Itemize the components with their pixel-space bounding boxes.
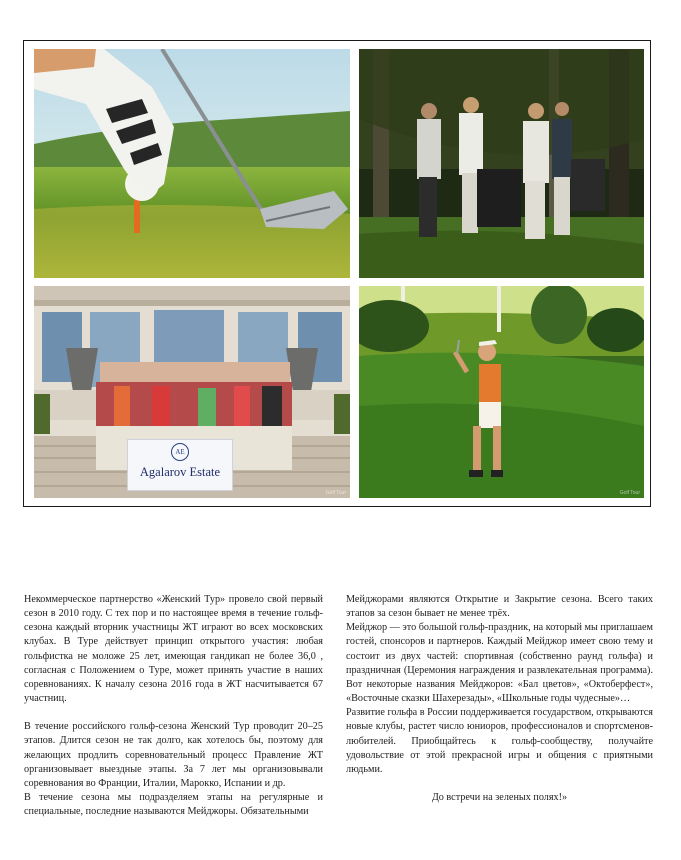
article-paragraph: В течение сезона мы подразделяем этапы на регулярные и специальные, последние называются Мейджоры. Обязательными <box>24 792 323 818</box>
photo-golfers-forest <box>359 49 644 278</box>
agalarov-estate-emblem: AE <box>171 443 189 461</box>
photo-golf-glove-tee <box>34 49 350 278</box>
article-paragraph: Мейджор — это большой гольф-праздник, на который мы приглашаем гостей, спонсоров и партнеров. Каждый Мейджор имеет свою тему и состоит из двух частей: спортивная (собственно раунд гольфа) и праздничная (Церемония награждения и развлекательная программа). Вот некоторые названия Мейджоров: «Бал цветов», «Октоберфест», «Восточные сказки Шахерезады», «Школьные годы чудесные»… <box>346 622 653 705</box>
agalarov-estate-name: Agalarov Estate <box>139 465 221 479</box>
photo-golfer-swing <box>359 286 644 498</box>
article-paragraph: Мейджорами являются Открытие и Закрытие сезона. Всего таких этапов за сезон бывает не менее трёх. <box>346 594 653 620</box>
photo-credit: Golf Tour <box>325 490 346 496</box>
article-signoff: До встречи на зеленых полях!» <box>431 792 568 804</box>
agalarov-estate-sign <box>127 439 233 491</box>
photo-group-agalarov-estate <box>34 286 350 498</box>
article-paragraph: Развитие гольфа в России поддерживается государством, открываются новые клубы, растет число юниоров, профессионалов и спортсменов-любителей. Приобщайтесь к гольф-сообществу, получайте удовольствие от этой прекрасной игры и общения с приятными людьми. <box>346 707 653 775</box>
article-column-left <box>24 593 323 819</box>
article-column-right <box>346 593 653 805</box>
article-paragraph: Некоммерческое партнерство «Женский Тур» провело свой первый сезон в 2010 году. С тех пор и по настоящее время в течение гольф-сезона каждый вторник участницы ЖТ играют во всех московских клубах. В Туре действует принцип открытого участия: любая гольфистка не моложе 25 лет, имеющая гандикап не более 36,0 , согласная с Положением о Туре, может принять участие в наших соревнованиях. К началу сезона 2016 года в ЖТ насчитывается 67 участниц. <box>24 594 323 705</box>
photo-credit-2: Golf Tour <box>619 490 640 496</box>
article-paragraph: В течение российского гольф-сезона Женский Тур проводит 20–25 этапов. Длится сезон не так долго, как хотелось бы, поэтому для желающих продлить соревновательный процесс Правление ЖТ организовывает выездные этапы. За 7 лет мы организовывали соревнования во Франции, Италии, Марокко, Испании и др. <box>24 721 323 789</box>
photo-collage <box>23 40 651 507</box>
